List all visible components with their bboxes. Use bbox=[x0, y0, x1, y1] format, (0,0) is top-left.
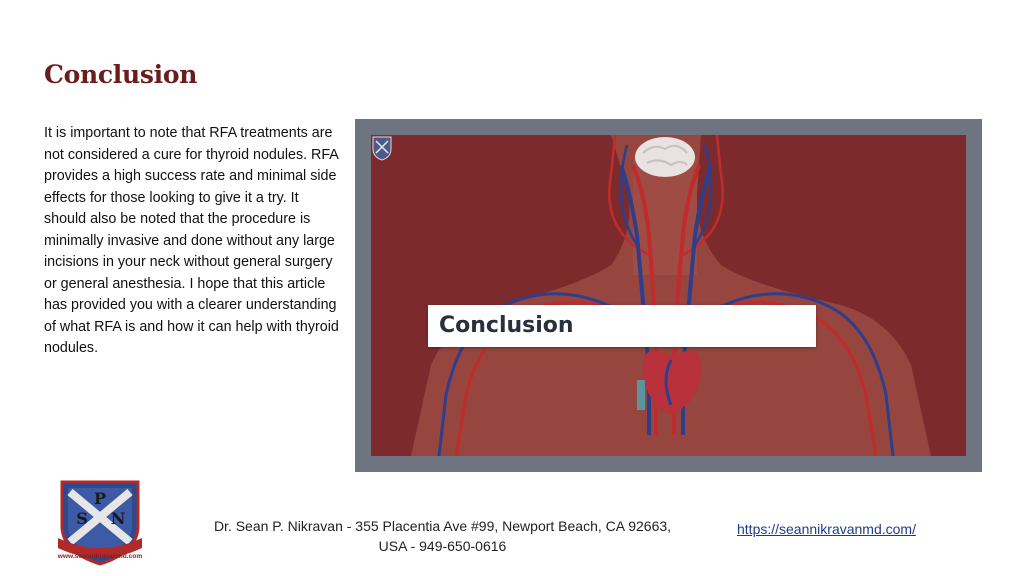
slide-title: Conclusion bbox=[44, 60, 198, 89]
logo-letter-s: S bbox=[76, 509, 88, 528]
conclusion-paragraph: It is important to note that RFA treatments are not considered a cure for thyroid nodules. RFA provides a high success rate and minimal side effects for those looking to give it a try. It should also be noted that the procedure is minimally invasive and done without any large incisions in your neck without general surgery or general anesthesia. I hope that this article has provided you with a clearer understanding of what RFA is and how it can help with thyroid nodules. bbox=[44, 125, 339, 356]
address-line-1: Dr. Sean P. Nikravan - 355 Placentia Ave #99, Newport Beach, CA 92663, bbox=[213, 518, 672, 534]
logo-letter-n: N bbox=[110, 509, 126, 528]
address-line-2: USA - 949-650-0616 bbox=[378, 538, 507, 554]
anatomy-graphic bbox=[371, 135, 966, 456]
footer-address bbox=[190, 516, 695, 556]
logo-letter-p: P bbox=[93, 489, 107, 508]
overlay-title: Conclusion bbox=[439, 313, 574, 338]
circulatory-system-illustration bbox=[371, 135, 966, 456]
website-link[interactable]: https://seannikravanmd.com/ bbox=[737, 521, 916, 537]
logo-caption: www.seannikravanmd.com bbox=[57, 553, 143, 560]
illustration-frame bbox=[355, 119, 982, 472]
watermark-shield-icon bbox=[371, 135, 393, 161]
overlay-title-box bbox=[428, 305, 816, 347]
